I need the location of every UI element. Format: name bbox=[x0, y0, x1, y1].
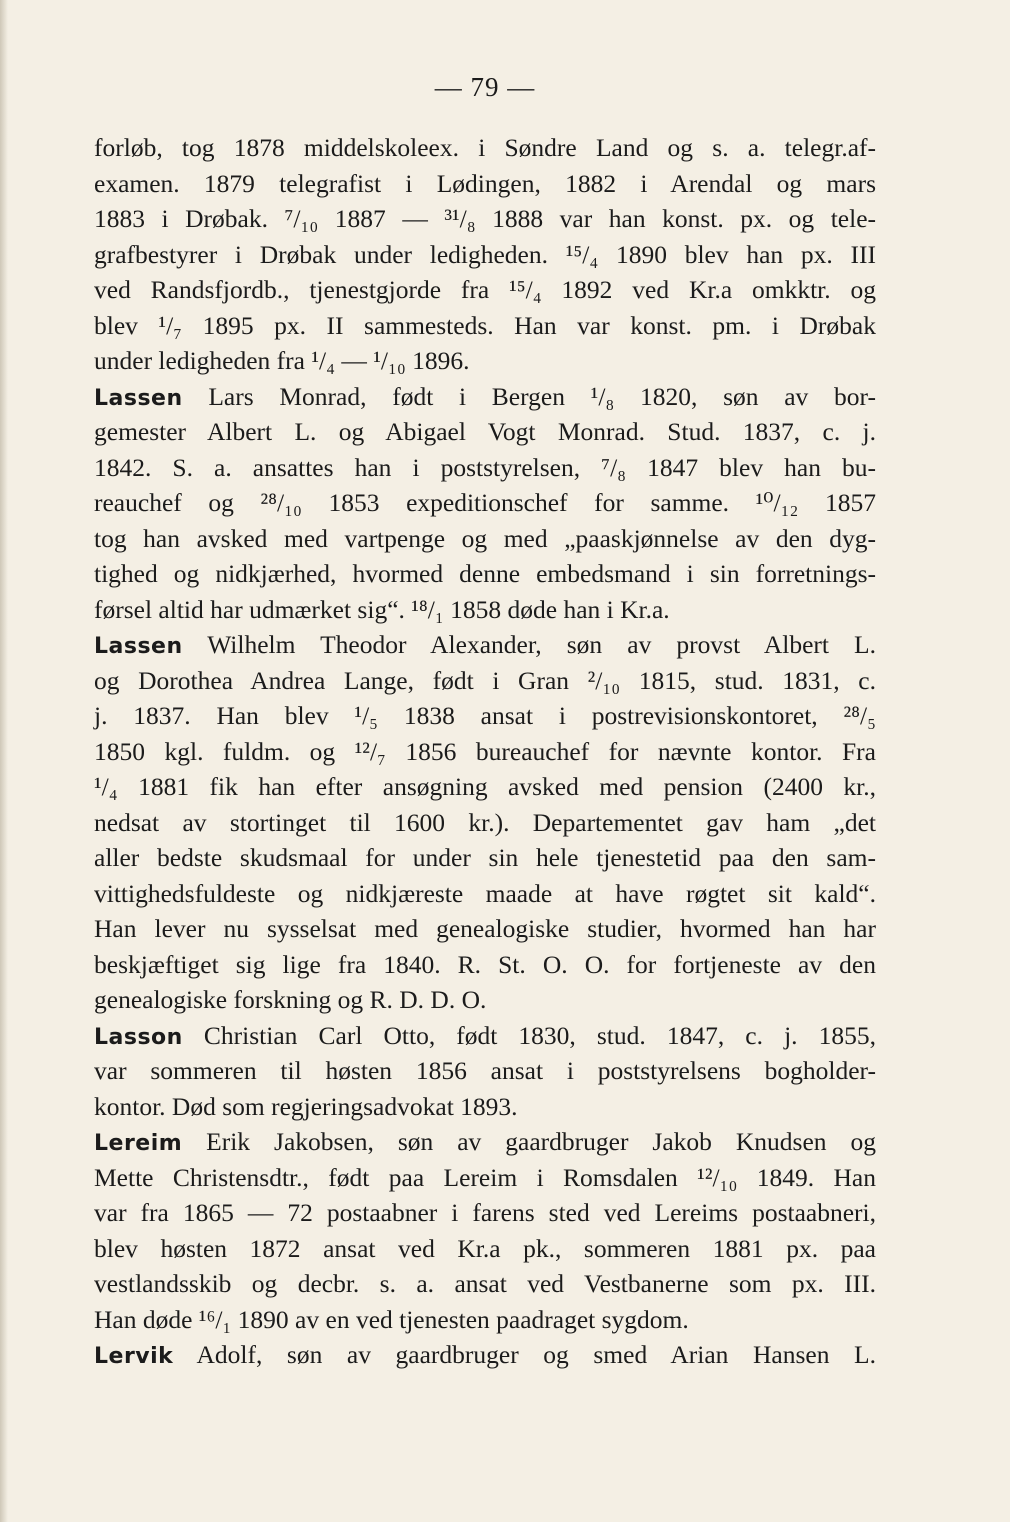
text-line bbox=[94, 805, 876, 841]
text-run: gemester Albert L. og Abigael Vogt Monrad. Stud. 1837, c. j. bbox=[94, 417, 876, 446]
text-run: under ledigheden fra ¹/₄ — ¹/₁₀ 1896. bbox=[94, 346, 470, 375]
page-number: — 79 — bbox=[434, 72, 536, 102]
body-text bbox=[94, 130, 876, 1373]
text-run: forløb, tog 1878 middelskoleex. i Søndre Land og s. a. telegr.af- bbox=[94, 133, 876, 162]
text-line bbox=[94, 130, 876, 166]
text-line bbox=[94, 1337, 876, 1373]
text-run: beskjæftiget sig lige fra 1840. R. St. O. O. for fortjeneste av den bbox=[94, 949, 876, 979]
text-line bbox=[94, 1302, 876, 1338]
text-run: j. 1837. Han blev ¹/₅ 1838 ansat i postrevisionskontoret, ²⁸/₅ bbox=[94, 701, 876, 730]
text-line bbox=[94, 663, 876, 699]
text-line bbox=[94, 450, 876, 486]
text-run: Christian Carl Otto, født 1830, stud. 1847, c. j. 1855, bbox=[182, 1020, 876, 1050]
text-run: førsel altid har udmærket sig“. ¹⁸/₁ 1858 døde han i Kr.a. bbox=[94, 594, 670, 624]
entry-surname: Lereim bbox=[94, 1131, 183, 1156]
text-run: blev høsten 1872 ansat ved Kr.a pk., sommeren 1881 px. paa bbox=[94, 1233, 876, 1263]
text-line bbox=[94, 1124, 876, 1160]
text-line bbox=[94, 769, 876, 805]
text-run: examen. 1879 telegrafist i Lødingen, 1882 i Arendal og mars bbox=[94, 168, 876, 198]
text-line bbox=[94, 876, 876, 912]
text-run: var sommeren til høsten 1856 ansat i poststyrelsens bogholder- bbox=[94, 1056, 876, 1085]
text-line bbox=[94, 627, 876, 663]
text-run: Adolf, søn av gaardbruger og smed Arian Hansen L. bbox=[173, 1340, 876, 1369]
text-line bbox=[94, 308, 876, 344]
text-run: Lars Monrad, født i Bergen ¹/₈ 1820, søn av bor- bbox=[182, 381, 876, 411]
text-line bbox=[94, 911, 876, 947]
text-run: vittighedsfuldeste og nidkjæreste maade at have røgtet sit kald“. bbox=[94, 878, 876, 908]
text-line bbox=[94, 237, 876, 273]
text-run: grafbestyrer i Drøbak under ledigheden. ¹⁵/₄ 1890 blev han px. III bbox=[94, 239, 876, 269]
text-line bbox=[94, 734, 876, 770]
text-run: Han lever nu sysselsat med genealogiske studier, hvormed han har bbox=[94, 914, 876, 943]
text-line bbox=[94, 343, 876, 379]
text-run: var fra 1865 — 72 postaabner i farens sted ved Lereims postaabneri, bbox=[94, 1198, 876, 1227]
entry-surname: Lassen bbox=[94, 385, 183, 411]
text-line bbox=[94, 1266, 876, 1302]
text-run: Wilhelm Theodor Alexander, søn av provst Albert L. bbox=[182, 630, 876, 659]
text-run: tog han avsked med vartpenge og med „paaskjønnelse av den dyg- bbox=[94, 523, 876, 553]
text-run: reauchef og ²⁸/₁₀ 1853 expeditionschef for samme. ¹⁰/₁₂ 1857 bbox=[94, 488, 876, 517]
text-run: 1842. S. a. ansattes han i poststyrelsen, ⁷/₈ 1847 blev han bu- bbox=[94, 452, 876, 482]
text-line bbox=[94, 521, 876, 557]
text-run: kontor. Død som regjeringsadvokat 1893. bbox=[94, 1091, 518, 1121]
text-run: aller bedste skudsmaal for under sin hele tjenestetid paa den sam- bbox=[94, 843, 876, 872]
text-run: Han døde ¹⁶/₁ 1890 av en ved tjenesten paadraget sygdom. bbox=[94, 1304, 689, 1334]
text-run: Mette Christensdtr., født paa Lereim i Romsdalen ¹²/₁₀ 1849. Han bbox=[94, 1162, 876, 1192]
text-line bbox=[94, 840, 876, 876]
entry-surname: Lassen bbox=[94, 634, 183, 659]
text-run: nedsat av stortinget til 1600 kr.). Departementet gav ham „det bbox=[94, 807, 876, 837]
text-run: 1883 i Drøbak. ⁷/₁₀ 1887 — ³¹/₈ 1888 var han konst. px. og tele- bbox=[94, 204, 876, 233]
text-run: ¹/₄ 1881 fik han efter ansøgning avsked med pension (2400 kr., bbox=[94, 772, 876, 801]
text-run: Erik Jakobsen, søn av gaardbruger Jakob Knudsen og bbox=[182, 1127, 876, 1156]
text-line bbox=[94, 982, 876, 1018]
text-run: tighed og nidkjærhed, hvormed denne embedsmand i sin forretnings- bbox=[94, 559, 876, 588]
text-line bbox=[94, 592, 876, 628]
text-line bbox=[94, 1195, 876, 1231]
text-line bbox=[94, 201, 876, 237]
text-run: 1850 kgl. fuldm. og ¹²/₇ 1856 bureauchef for nævnte kontor. Fra bbox=[94, 736, 876, 766]
text-line bbox=[94, 698, 876, 734]
text-line bbox=[94, 272, 876, 308]
text-line bbox=[94, 485, 876, 521]
text-line bbox=[94, 947, 876, 983]
text-run: og Dorothea Andrea Lange, født i Gran ²/₁₀ 1815, stud. 1831, c. bbox=[94, 665, 876, 695]
text-line bbox=[94, 1018, 876, 1054]
entry-surname: Lasson bbox=[94, 1024, 183, 1050]
text-run: blev ¹/₇ 1895 px. II sammesteds. Han var konst. pm. i Drøbak bbox=[94, 310, 876, 340]
page-binding-edge bbox=[0, 0, 8, 1522]
text-line bbox=[94, 1231, 876, 1267]
text-line bbox=[94, 414, 876, 450]
text-line bbox=[94, 1160, 876, 1196]
text-line bbox=[94, 379, 876, 415]
text-run: genealogiske forskning og R. D. D. O. bbox=[94, 985, 487, 1014]
text-run: ved Randsfjordb., tjenestgjorde fra ¹⁵/₄ 1892 ved Kr.a omkktr. og bbox=[94, 275, 876, 304]
text-run: vestlandsskib og decbr. s. a. ansat ved Vestbanerne som px. III. bbox=[94, 1269, 876, 1298]
text-line bbox=[94, 556, 876, 592]
text-line bbox=[94, 1089, 876, 1125]
text-line bbox=[94, 166, 876, 202]
entry-surname: Lervik bbox=[94, 1344, 174, 1369]
text-line bbox=[94, 1053, 876, 1089]
